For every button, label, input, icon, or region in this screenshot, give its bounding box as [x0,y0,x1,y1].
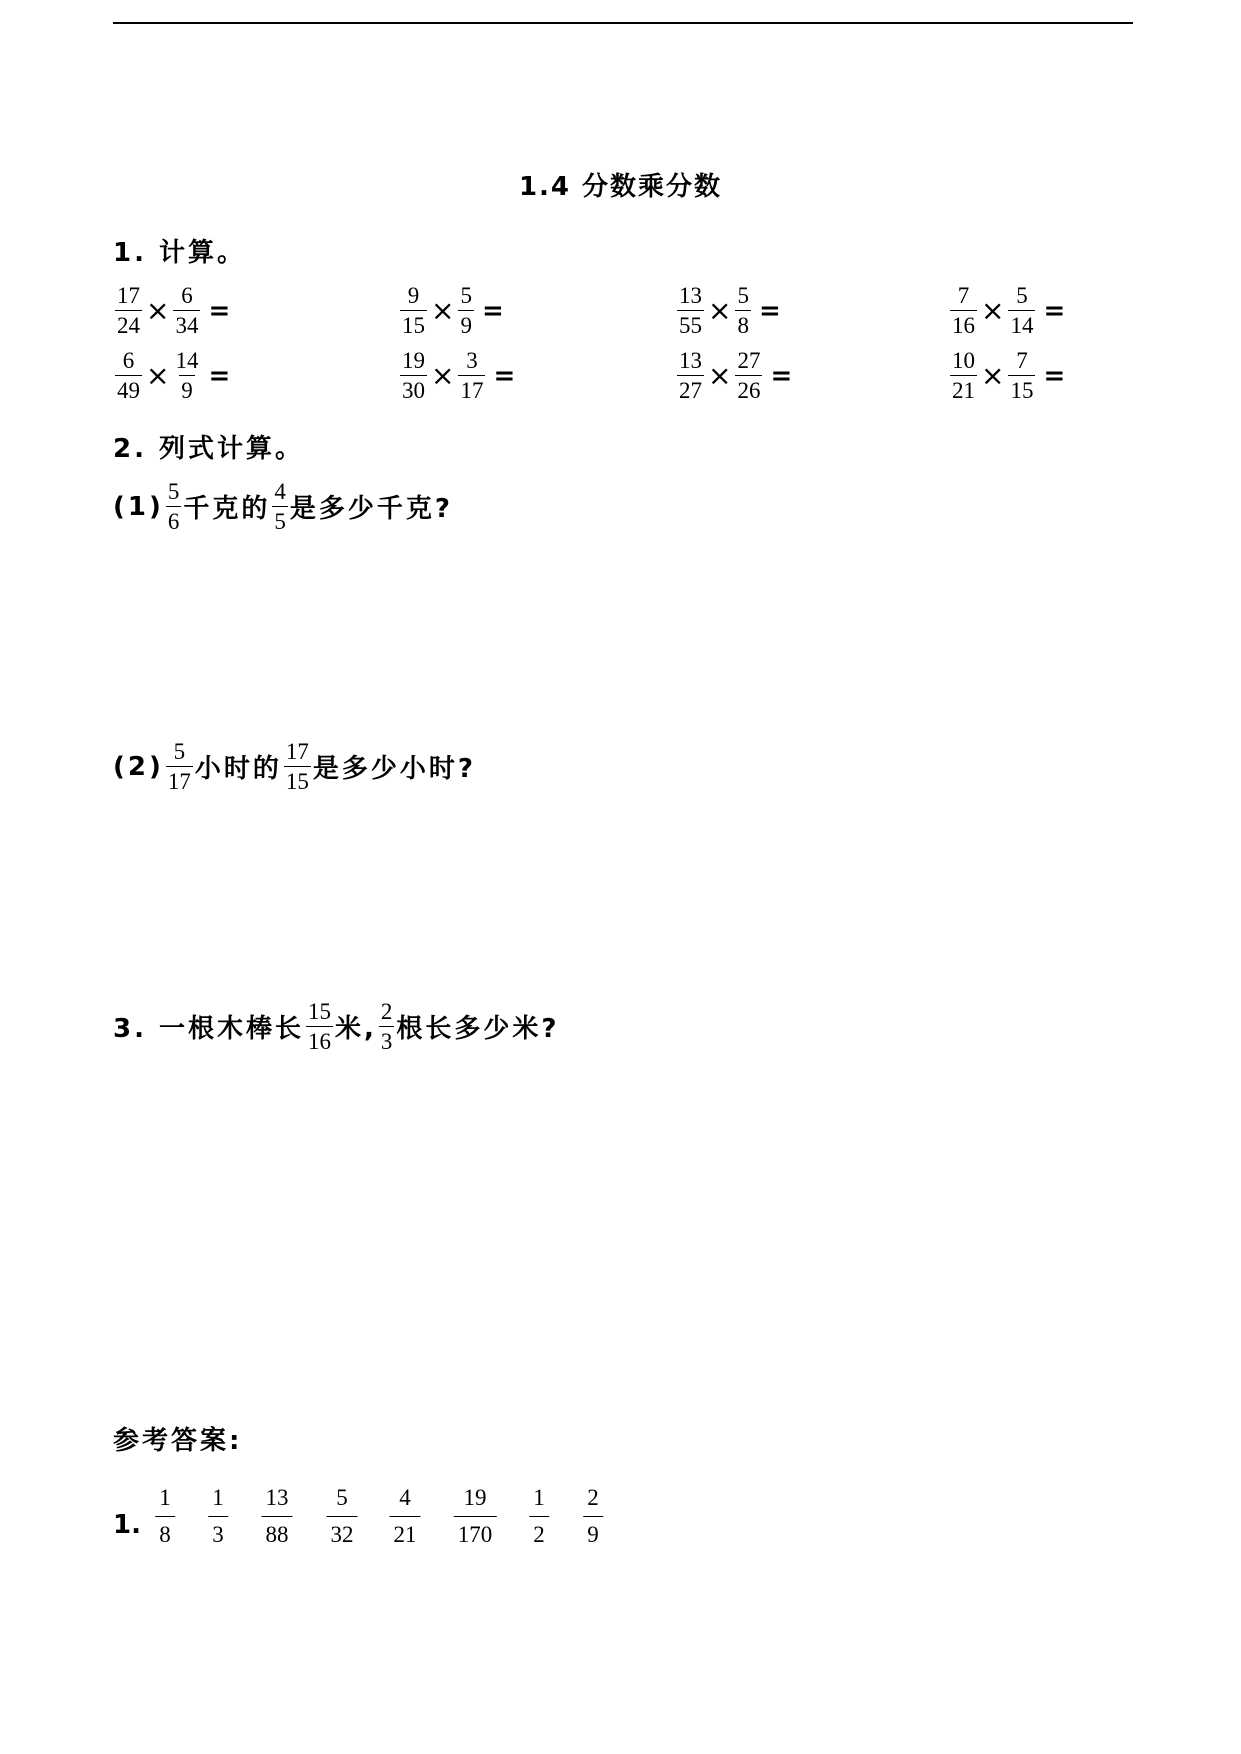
numerator: 13 [679,348,702,373]
question-2-1-mid: 千克的 [183,494,271,524]
equals-sign: = [208,295,231,326]
question-2-2-suffix: 是多少小时? [312,754,476,784]
section-1-heading: 1. 计算。 [113,238,247,268]
numerator: 7 [957,283,970,308]
numerator: 5 [167,479,180,504]
denominator: 55 [677,310,704,339]
question-2-2-mid: 小时的 [194,754,282,784]
numerator: 7 [1016,348,1028,373]
calc-problem [113,282,230,339]
question-2-1 [113,478,453,535]
times-sign: × [708,359,732,392]
numerator: 17 [285,739,309,764]
times-sign: × [431,294,455,327]
denominator: 9 [179,375,195,404]
answer-fraction [454,1483,497,1550]
numerator: 1 [159,1485,171,1510]
question-2-2-fraction-1 [166,738,193,795]
denominator: 15 [1008,375,1035,404]
numerator: 5 [173,739,186,764]
numerator: 9 [407,283,420,308]
denominator: 2 [529,1516,549,1550]
equals-sign: = [758,295,781,326]
section-2-heading: 2. 列式计算。 [113,434,305,464]
calc-problem [675,347,792,404]
denominator: 16 [950,310,977,339]
numerator: 4 [274,479,286,504]
denominator: 26 [735,375,762,404]
fraction [400,347,427,404]
fraction [458,282,474,339]
fraction [173,347,200,404]
denominator: 170 [454,1516,497,1550]
times-sign: × [708,294,732,327]
numerator: 19 [402,348,425,373]
question-2-1-suffix: 是多少千克? [289,494,453,524]
fraction [115,347,142,404]
answers-heading: 参考答案: [113,1426,243,1456]
denominator: 14 [1008,310,1035,339]
fraction [1008,347,1035,404]
numerator: 2 [587,1485,599,1510]
equals-sign: = [208,360,231,391]
numerator: 4 [399,1485,411,1510]
calc-problem [948,347,1065,404]
denominator: 21 [390,1516,421,1550]
answer-fraction [262,1483,293,1550]
numerator: 6 [122,348,135,373]
fraction [950,282,977,339]
answer-fraction [390,1483,421,1550]
fraction [458,347,485,404]
question-3-prefix: 3. 一根木棒长 [113,1014,305,1044]
question-2-2-fraction-2 [284,738,311,795]
denominator: 34 [173,310,200,339]
times-sign: × [981,294,1005,327]
answers-label: 1. [113,1510,141,1540]
header-rule [113,22,1133,24]
denominator: 3 [379,1026,395,1055]
denominator: 5 [272,506,288,535]
numerator: 5 [336,1485,348,1510]
answer-fraction [155,1483,175,1550]
times-sign: × [431,359,455,392]
denominator: 8 [155,1516,175,1550]
equals-sign: = [770,360,793,391]
denominator: 9 [458,310,474,339]
numerator: 14 [175,348,199,373]
denominator: 15 [284,766,311,795]
fraction [400,282,427,339]
equals-sign: = [493,360,516,391]
denominator: 32 [327,1516,358,1550]
question-2-1-fraction-1 [166,478,182,535]
numerator: 13 [679,283,702,308]
question-2-2-prefix: (2) [113,751,164,782]
fraction [1008,282,1035,339]
calc-problem [398,347,515,404]
calc-problem [948,282,1065,339]
equals-sign: = [481,295,504,326]
times-sign: × [146,359,170,392]
equals-sign: = [1043,360,1066,391]
question-3-fraction-2 [379,998,395,1055]
numerator: 27 [737,348,761,373]
denominator: 27 [677,375,704,404]
fraction [735,282,751,339]
question-2-1-prefix: (1) [113,491,164,522]
answer-fraction [208,1483,228,1550]
numerator: 19 [463,1485,487,1510]
question-2-1-fraction-2 [272,478,288,535]
numerator: 10 [952,348,975,373]
denominator: 6 [166,506,182,535]
question-3-suffix: 根长多少米? [396,1014,560,1044]
denominator: 30 [400,375,427,404]
question-2-2 [113,738,476,795]
fraction [735,347,762,404]
question-3-mid: 米, [335,1014,377,1044]
fraction [677,347,704,404]
times-sign: × [981,359,1005,392]
denominator: 8 [735,310,751,339]
calc-problem [113,347,230,404]
denominator: 24 [115,310,142,339]
denominator: 88 [262,1516,293,1550]
numerator: 1 [533,1485,545,1510]
calc-problem [675,282,781,339]
numerator: 3 [466,348,478,373]
numerator: 5 [1016,283,1028,308]
denominator: 3 [208,1516,228,1550]
numerator: 17 [117,283,140,308]
calc-problem [398,282,504,339]
numerator: 5 [460,283,472,308]
numerator: 1 [212,1485,224,1510]
denominator: 17 [458,375,485,404]
numerator: 2 [380,999,393,1024]
times-sign: × [146,294,170,327]
fraction [677,282,704,339]
answer-fraction [529,1483,549,1550]
equals-sign: = [1043,295,1066,326]
question-3-fraction-1 [306,998,333,1055]
fraction [950,347,977,404]
fraction [173,282,200,339]
fraction [115,282,142,339]
denominator: 49 [115,375,142,404]
numerator: 13 [265,1485,289,1510]
denominator: 21 [950,375,977,404]
answer-fraction [327,1483,358,1550]
denominator: 16 [306,1026,333,1055]
numerator: 15 [308,999,332,1024]
numerator: 5 [737,283,749,308]
denominator: 9 [583,1516,603,1550]
page-title: 1.4 分数乘分数 [518,172,723,202]
denominator: 15 [400,310,427,339]
denominator: 17 [166,766,193,795]
answer-fraction [583,1483,603,1550]
question-3 [113,998,560,1055]
numerator: 6 [181,283,193,308]
